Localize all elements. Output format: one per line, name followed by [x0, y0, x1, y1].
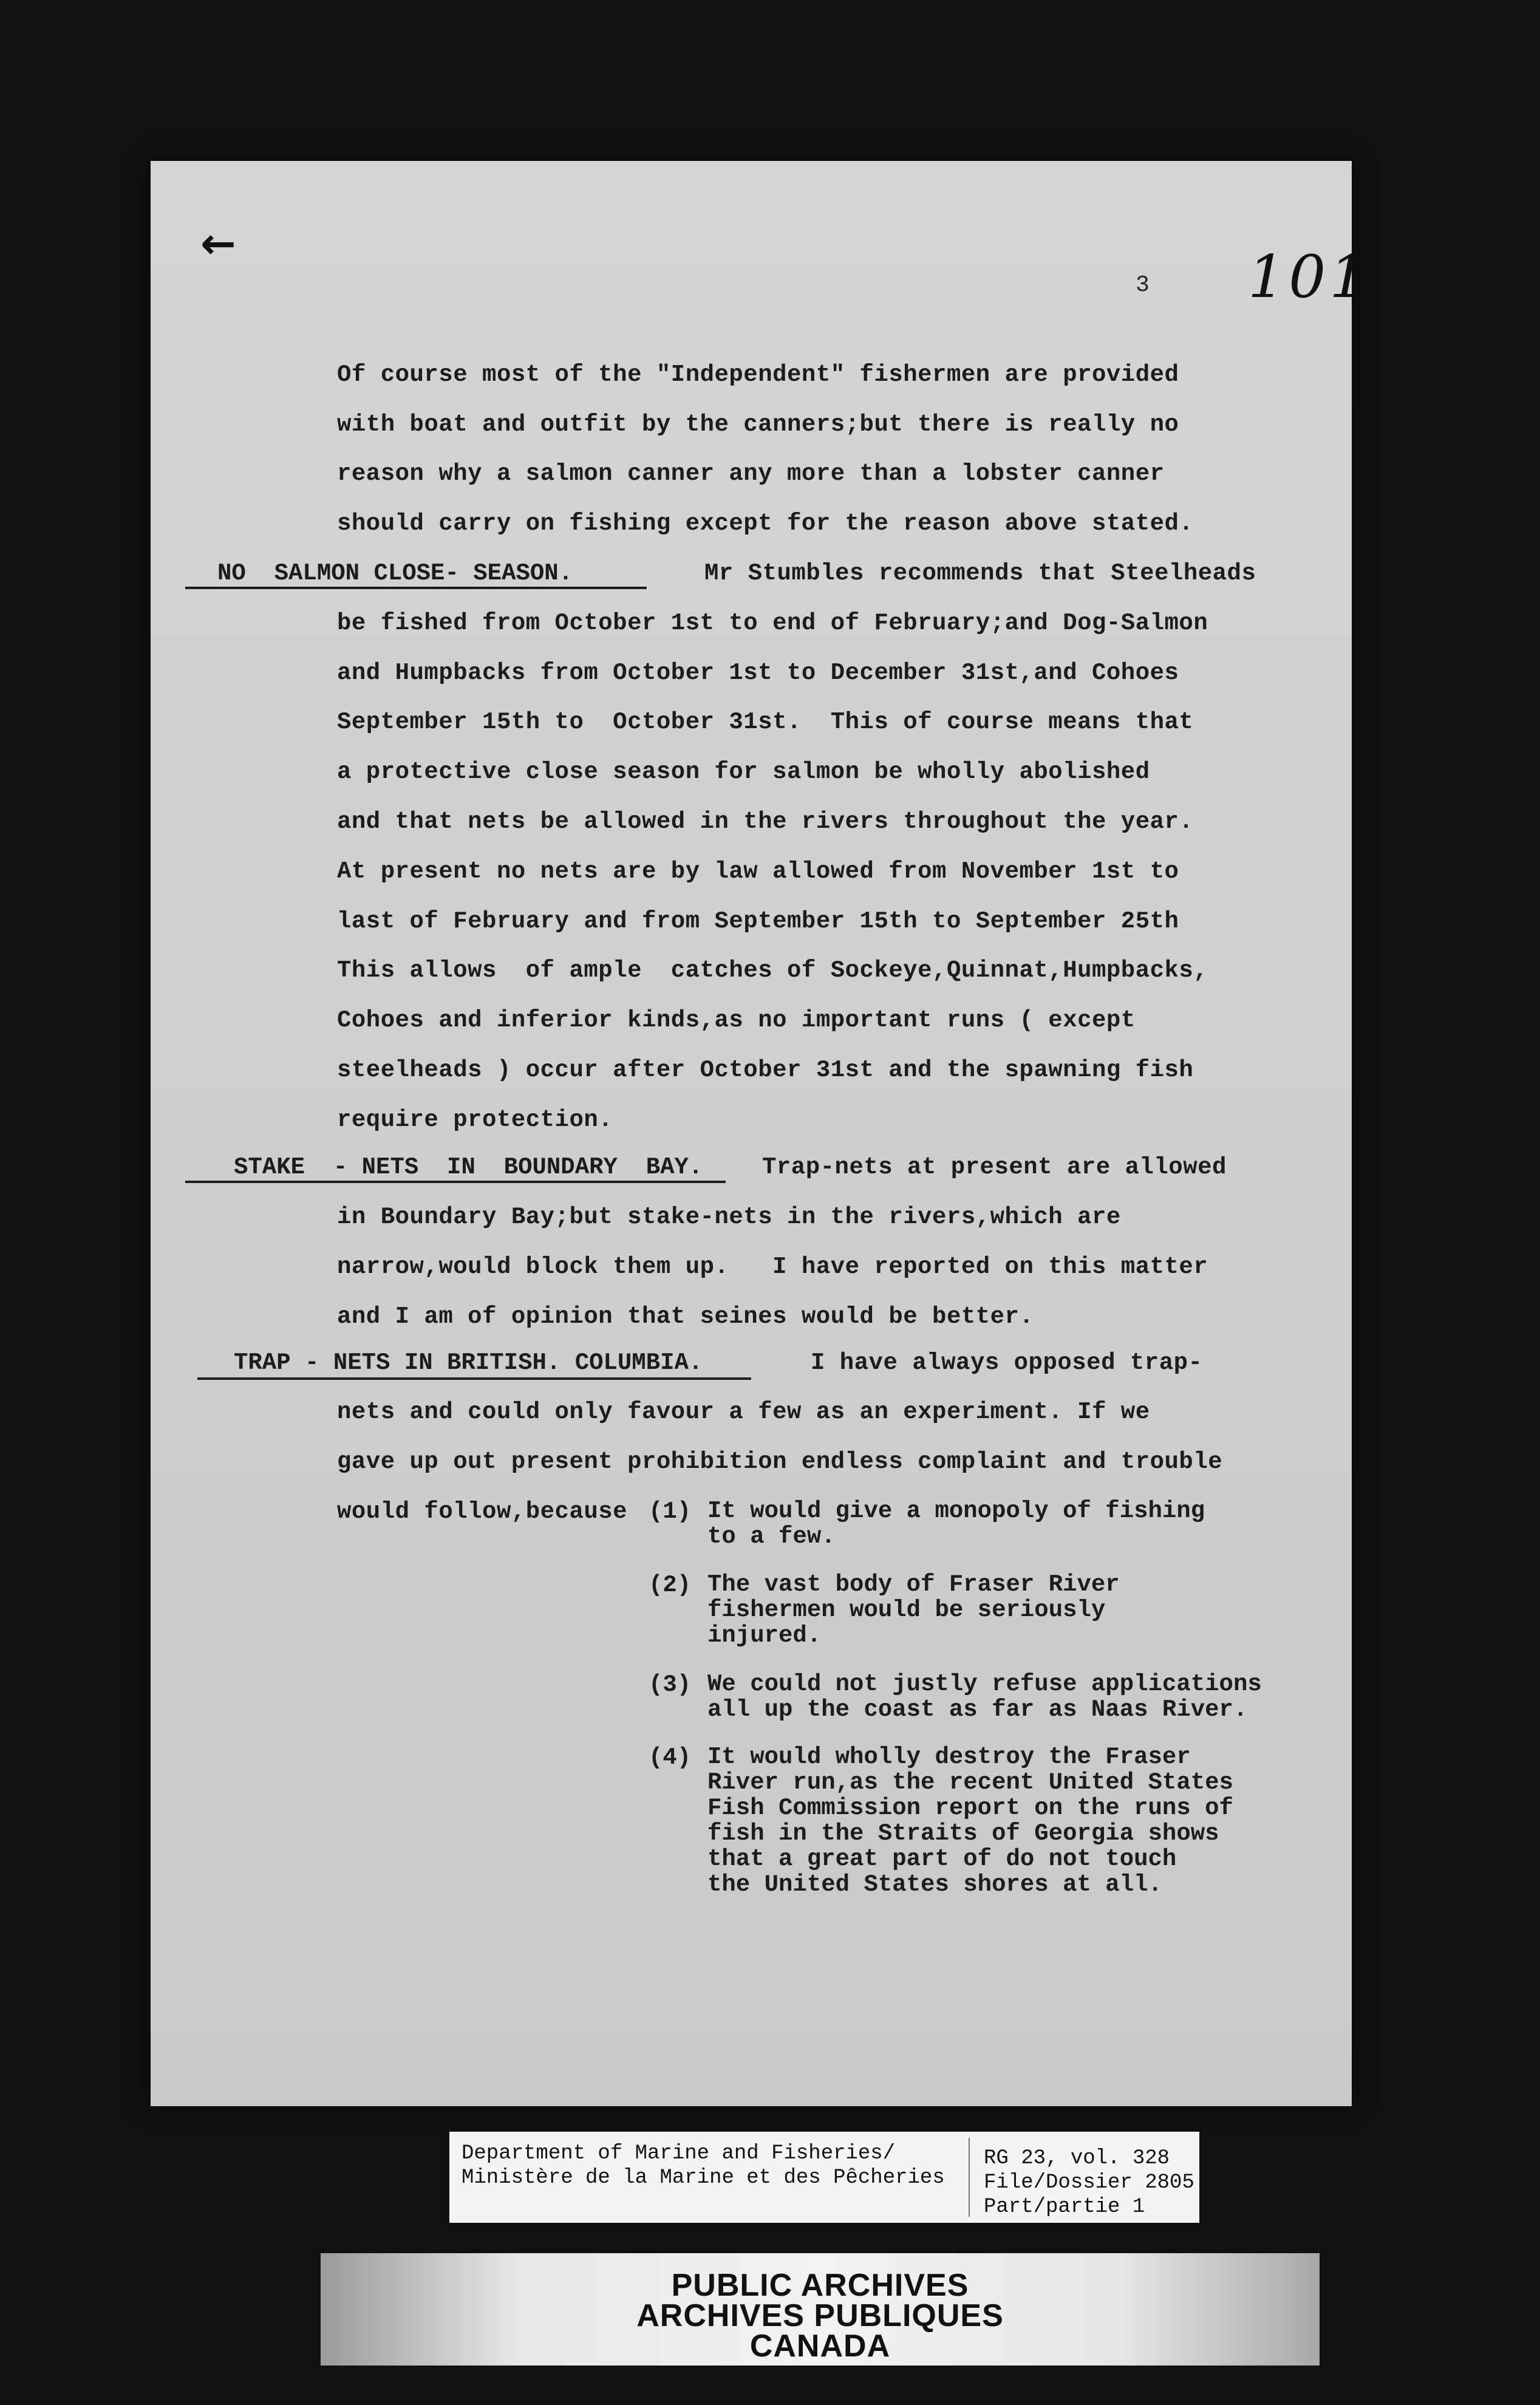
- section-heading-trap-nets: TRAP - NETS IN BRITISH. COLUMBIA.: [234, 1349, 703, 1376]
- paragraph-line: steelheads ) occur after October 31st and the spawning fish: [337, 1057, 1194, 1083]
- paragraph-line: September 15th to October 31st. This of course means that: [337, 709, 1194, 735]
- paragraph-line: and I am of opinion that seines would be better.: [337, 1303, 1034, 1330]
- page-mark: ←: [200, 219, 236, 268]
- section-heading-no-salmon-close-season: NO SALMON CLOSE- SEASON.: [217, 560, 573, 587]
- department-label: Department of Marine and Fisheries/ Ministère de la Marine et des Pêcheries: [462, 2142, 945, 2189]
- heading-underline: [185, 1181, 726, 1183]
- paragraph-line: narrow,would block them up. I have reported on this matter: [337, 1254, 1208, 1280]
- list-item: We could not justly refuse applications all up the coast as far as Naas River.: [707, 1671, 1262, 1723]
- paragraph-line: last of February and from September 15th to September 25th: [337, 908, 1179, 935]
- list-item: The vast body of Fraser River fishermen would be seriously injured.: [707, 1571, 1120, 1649]
- intro-line: with boat and outfit by the canners;but there is really no: [337, 411, 1179, 438]
- section-heading-stake-nets: STAKE - NETS IN BOUNDARY BAY.: [234, 1154, 703, 1181]
- list-item-number: (3): [649, 1671, 692, 1698]
- page-number: 3: [1136, 272, 1150, 298]
- heading-underline: [197, 1377, 751, 1380]
- public-archives-stamp: [321, 2253, 1320, 2366]
- section-first-line: Trap-nets at present are allowed: [762, 1154, 1227, 1181]
- list-item-number: (1): [649, 1498, 692, 1525]
- paragraph-line: Cohoes and inferior kinds,as no important runs ( except: [337, 1007, 1136, 1034]
- paragraph-line: require protection.: [337, 1107, 613, 1133]
- list-item: It would give a monopoly of fishing to a few.: [707, 1498, 1205, 1550]
- list-item-number: (2): [649, 1572, 692, 1598]
- lead-in-line: would follow,because: [337, 1498, 628, 1525]
- intro-line: Of course most of the "Independent" fishermen are provided: [337, 361, 1179, 388]
- archive-reference-label: [449, 2132, 1199, 2223]
- archives-stamp-line: CANADA: [749, 2328, 891, 2364]
- intro-line: reason why a salmon canner any more than a lobster canner: [337, 460, 1165, 487]
- list-item: It would wholly destroy the Fraser River run,as the recent United States Fish Commission report on the runs of fish in the Straits of Georgia shows that a great part of do not touch the United States shores at all.: [707, 1744, 1233, 1898]
- paragraph-line: At present no nets are by law allowed from November 1st to: [337, 858, 1179, 885]
- heading-underline: [185, 587, 647, 589]
- paragraph-line: and that nets be allowed in the rivers throughout the year.: [337, 808, 1194, 835]
- paragraph-line: and Humpbacks from October 1st to December 31st,and Cohoes: [337, 660, 1179, 686]
- archives-stamp-line: PUBLIC ARCHIVES: [671, 2268, 969, 2303]
- folio-number: 101: [1248, 243, 1371, 311]
- record-group-label: RG 23, vol. 328 File/Dossier 2805 Part/partie 1: [984, 2147, 1194, 2219]
- paragraph-line: a protective close season for salmon be wholly abolished: [337, 759, 1150, 785]
- paragraph-line: in Boundary Bay;but stake-nets in the rivers,which are: [337, 1204, 1121, 1230]
- list-item-number: (4): [649, 1744, 692, 1771]
- section-first-line: I have always opposed trap-: [811, 1349, 1203, 1376]
- paragraph-line: This allows of ample catches of Sockeye,Quinnat,Humpbacks,: [337, 957, 1208, 984]
- archives-stamp-line: ARCHIVES PUBLIQUES: [636, 2298, 1004, 2333]
- label-divider: [969, 2138, 970, 2217]
- paragraph-line: nets and could only favour a few as an experiment. If we: [337, 1399, 1150, 1425]
- section-first-line: Mr Stumbles recommends that Steelheads: [704, 560, 1256, 587]
- paragraph-line: gave up out present prohibition endless complaint and trouble: [337, 1448, 1223, 1475]
- paragraph-line: be fished from October 1st to end of February;and Dog-Salmon: [337, 610, 1208, 636]
- intro-line: should carry on fishing except for the reason above stated.: [337, 510, 1194, 537]
